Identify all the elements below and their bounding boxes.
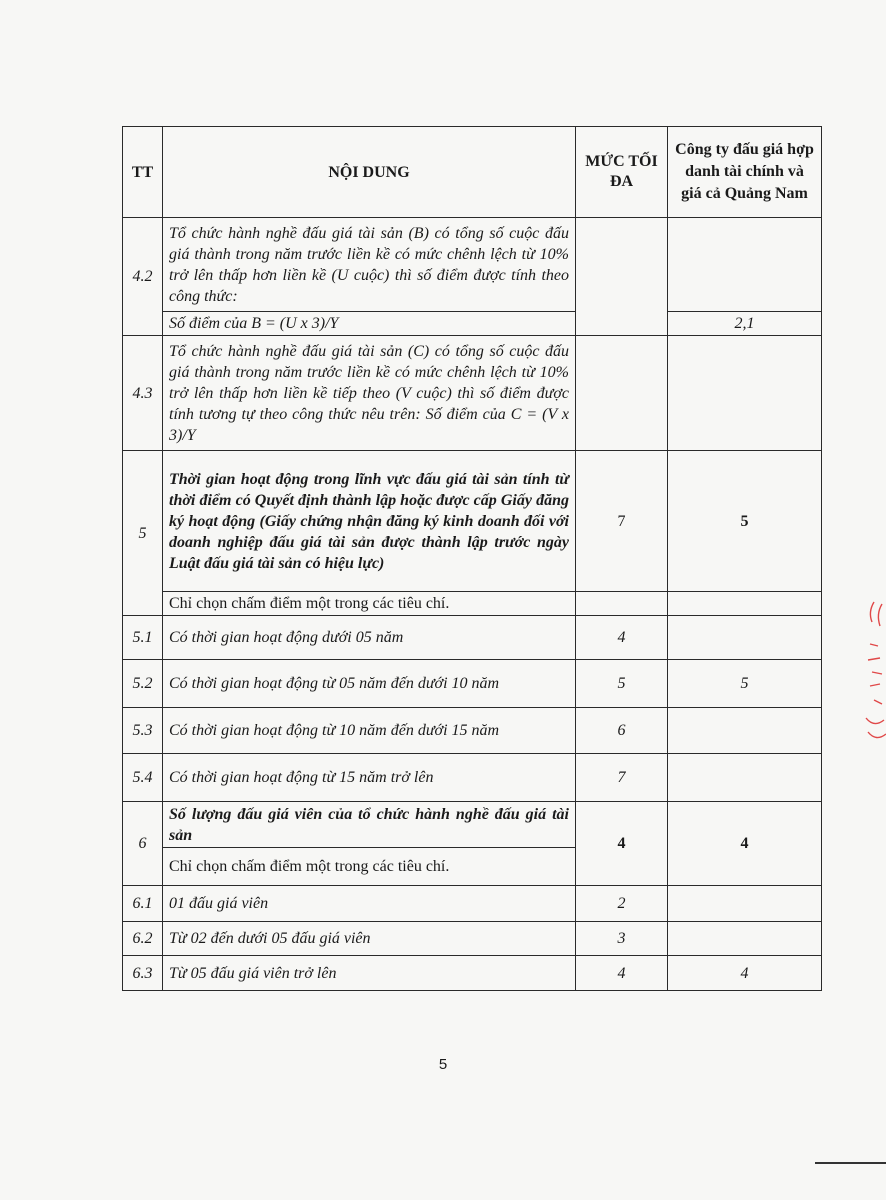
row-content: Tổ chức hành nghề đấu giá tài sản (B) có tổng số cuộc đấu giá thành trong năm trước liền kề có mức chênh lệch từ 10% trở lên thấp hơn liền kề (U cuộc) thì số điểm được tính theo công thức: [163,218,576,312]
table-row [123,802,822,848]
row-content: Có thời gian hoạt động từ 05 năm đến dưới 10 năm [163,660,576,708]
row-max: 3 [576,922,668,956]
row-score [668,754,822,802]
row-tt: 6.3 [123,956,163,991]
row-score: 4 [668,802,822,886]
row-note: Chỉ chọn chấm điểm một trong các tiêu chí. [163,592,576,616]
row-tt: 5 [123,451,163,616]
row-max: 7 [576,754,668,802]
row-content: Có thời gian hoạt động dưới 05 năm [163,616,576,660]
row-max [576,336,668,451]
row-score [668,708,822,754]
red-seal-fragment [860,600,886,750]
row-max: 5 [576,660,668,708]
row-max: 2 [576,886,668,922]
row-content: Từ 05 đấu giá viên trở lên [163,956,576,991]
row-tt: 6.1 [123,886,163,922]
row-tt: 4.2 [123,218,163,336]
row-content: Tổ chức hành nghề đấu giá tài sản (C) có tổng số cuộc đấu giá thành trong năm trước liền kề có mức chênh lệch từ 10% trở lên thấp hơn liền kề tiếp theo (V cuộc) thì số điểm được tính tương tự theo công thức nêu trên: Số điểm của C = (V x 3)/Y [163,336,576,451]
row-content: Có thời gian hoạt động từ 15 năm trở lên [163,754,576,802]
row-score: 5 [668,451,822,592]
row-content: Từ 02 đến dưới 05 đấu giá viên [163,922,576,956]
header-tt: TT [123,127,163,218]
row-score [668,922,822,956]
row-max: 4 [576,956,668,991]
page-edge-line [815,1162,886,1164]
table-row [123,754,822,802]
table-row [123,218,822,312]
row-score: 4 [668,956,822,991]
row-max: 4 [576,616,668,660]
row-content: Có thời gian hoạt động từ 10 năm đến dưới 15 năm [163,708,576,754]
row-tt: 5.1 [123,616,163,660]
row-tt: 4.3 [123,336,163,451]
row-tt: 6.2 [123,922,163,956]
row-score [668,592,822,616]
row-tt: 6 [123,802,163,886]
row-score [668,218,822,312]
row-tt: 5.3 [123,708,163,754]
scoring-table [122,126,822,991]
header-company: Công ty đấu giá hợp danh tài chính và giá cả Quảng Nam [668,127,822,218]
table-header-row [123,127,822,218]
table-row [123,336,822,451]
row-note: Chỉ chọn chấm điểm một trong các tiêu chí. [163,848,576,886]
row-max: 6 [576,708,668,754]
table-row [123,616,822,660]
row-max [576,592,668,616]
row-content: Số lượng đấu giá viên của tổ chức hành nghề đấu giá tài sản [163,802,576,848]
table-row [123,922,822,956]
row-content: Thời gian hoạt động trong lĩnh vực đấu giá tài sản tính từ thời điểm có Quyết định thành lập hoặc được cấp Giấy đăng ký hoạt động (Giấy chứng nhận đăng ký kinh doanh đối với doanh nghiệp đấu giá tài sản được thành lập trước ngày Luật đấu giá tài sản có hiệu lực) [163,451,576,592]
table-row [123,451,822,592]
row-score: 5 [668,660,822,708]
table-row [123,708,822,754]
table-row [123,312,822,336]
row-max: 4 [576,802,668,886]
page-number: 5 [438,1056,448,1073]
header-noi-dung: NỘI DUNG [163,127,576,218]
table-row [123,956,822,991]
row-score [668,886,822,922]
table-row [123,886,822,922]
row-max: 7 [576,451,668,592]
row-tt: 5.2 [123,660,163,708]
row-formula: Số điểm của B = (U x 3)/Y [163,312,576,336]
row-tt: 5.4 [123,754,163,802]
row-max [576,218,668,336]
table-row [123,592,822,616]
table-row [123,660,822,708]
header-muc-toi-da: MỨC TỐI ĐA [576,127,668,218]
row-score [668,336,822,451]
row-score [668,616,822,660]
row-content: 01 đấu giá viên [163,886,576,922]
row-score: 2,1 [668,312,822,336]
